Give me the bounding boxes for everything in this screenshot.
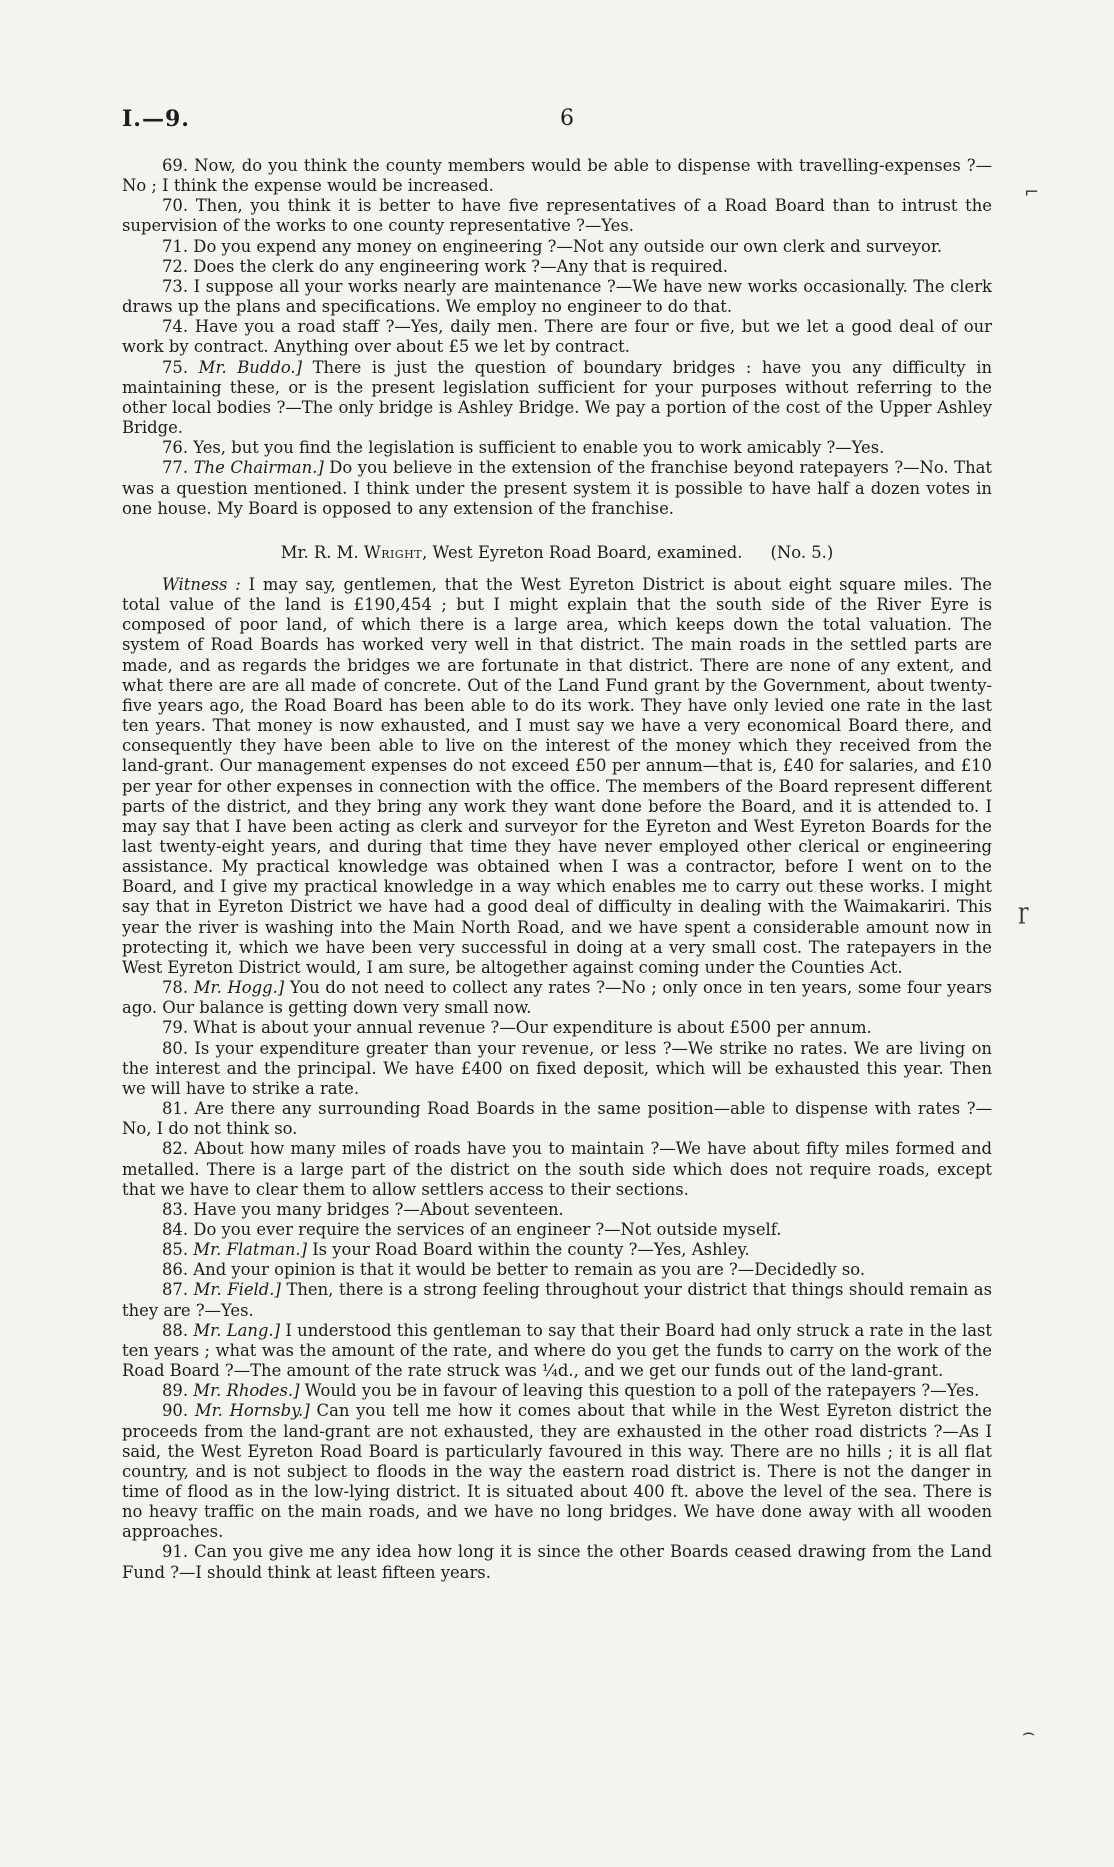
document-reference: I.—9. bbox=[122, 106, 190, 132]
speaker-label: Mr. Buddo.] bbox=[198, 357, 303, 377]
question-number: 83. bbox=[162, 1199, 189, 1219]
question-number: 80. bbox=[162, 1038, 189, 1058]
speaker-label: Mr. Rhodes.] bbox=[193, 1381, 300, 1401]
question-number: 81. bbox=[162, 1099, 189, 1119]
question-paragraph bbox=[122, 1099, 992, 1139]
question-text: Have you many bridges ?—About seventeen. bbox=[193, 1199, 564, 1219]
question-paragraph bbox=[122, 1220, 992, 1240]
question-paragraph bbox=[122, 1321, 992, 1381]
question-number: 76. bbox=[162, 438, 189, 458]
question-paragraph bbox=[122, 1018, 992, 1038]
witness-label: Witness : bbox=[162, 574, 241, 594]
question-paragraph bbox=[122, 317, 992, 357]
question-number: 77. bbox=[162, 458, 189, 478]
question-number: 70. bbox=[162, 196, 189, 216]
section-heading bbox=[122, 543, 992, 563]
question-paragraph bbox=[122, 1039, 992, 1099]
speaker-label: Mr. Hornsby.] bbox=[194, 1401, 310, 1421]
question-text: Yes, but you find the legislation is sufficient to enable you to work amicably ?—Yes. bbox=[193, 438, 885, 458]
question-text: Do you expend any money on engineering ?—Not any outside our own clerk and surveyor. bbox=[193, 236, 943, 256]
question-text: Then, there is a strong feeling throughout your district that things should remain as they are ?—Yes. bbox=[122, 1280, 992, 1320]
question-number: 71. bbox=[162, 236, 189, 256]
speaker-label: Mr. Field.] bbox=[193, 1280, 281, 1300]
question-paragraph bbox=[122, 458, 992, 518]
question-number: 72. bbox=[162, 256, 189, 276]
margin-mark: ⌢ bbox=[1022, 1720, 1036, 1744]
question-paragraph bbox=[122, 196, 992, 236]
question-paragraph bbox=[122, 277, 992, 317]
question-text: Do you ever require the services of an engineer ?—Not outside myself. bbox=[193, 1219, 782, 1239]
question-number: 88. bbox=[162, 1320, 189, 1340]
question-text: Is your expenditure greater than your revenue, or less ?—We strike no rates. We are living on the interest and the principal. We have £400 on fixed deposit, which will be exhausted this year. Then we will have to strike a rate. bbox=[122, 1038, 992, 1098]
question-number: 82. bbox=[162, 1139, 189, 1159]
question-text: I understood this gentleman to say that their Board had only struck a rate in the last ten years ; what was the amount of the rate, and where do you get the funds to carry on the work of the Road Board ?—The amount of the rate struck was ¼d., and we get our funds out of the land-grant. bbox=[122, 1320, 992, 1381]
witness-name: Wright bbox=[363, 542, 423, 562]
question-paragraph bbox=[122, 978, 992, 1018]
question-paragraph bbox=[122, 438, 992, 458]
speaker-label: The Chairman.] bbox=[193, 458, 324, 478]
question-text: Can you tell me how it comes about that while in the West Eyreton district the proceeds from the land-grant are not exhausted, they are exhausted in the other road districts ?—As I said, the West Eyreton Road Board is particularly favoured in this way. There are no hills ; it is all flat country, and is not subject to floods in the way the eastern road district is. There is not the danger in time of flood as in the low-lying district. It is situated about 400 ft. above the level of the sea. There is no heavy traffic on the main roads, and we have no long bridges. We have done away with all wooden approaches. bbox=[122, 1401, 992, 1542]
question-text: Then, you think it is better to have five representatives of a Road Board than to intrust the supervision of the works to one county representative ?—Yes. bbox=[122, 196, 992, 236]
question-text: You do not need to collect any rates ?—No ; only once in ten years, some four years ago. Our balance is getting down very small now. bbox=[122, 978, 992, 1018]
questions-after-section bbox=[122, 978, 992, 1583]
question-number: 91. bbox=[162, 1542, 189, 1562]
question-text: Do you believe in the extension of the franchise beyond ratepayers ?—No. That was a question mentioned. I think under the present system it is possible to have half a dozen votes in one house. My Board is opposed to any extension of the franchise. bbox=[122, 458, 993, 518]
witness-affiliation: , West Eyreton Road Board, examined. bbox=[422, 542, 743, 562]
question-paragraph bbox=[122, 1240, 992, 1260]
question-paragraph bbox=[122, 1139, 992, 1199]
question-number: 79. bbox=[162, 1018, 189, 1038]
question-number: 78. bbox=[162, 978, 189, 998]
speaker-label: Mr. Lang.] bbox=[193, 1320, 281, 1340]
question-paragraph bbox=[122, 257, 992, 277]
speaker-label: Mr. Hogg.] bbox=[193, 978, 285, 998]
question-number: 75. bbox=[162, 357, 189, 377]
question-paragraph bbox=[122, 237, 992, 257]
witness-statement bbox=[122, 575, 992, 978]
question-paragraph bbox=[122, 1260, 992, 1280]
question-paragraph bbox=[122, 1401, 992, 1542]
question-text: There is just the question of boundary bridges : have you any difficulty in maintaining these, or is the present legislation sufficient for your purposes without referring to the other local bodies ?—The only bridge is Ashley Bridge. We pay a portion of the cost of the Upper Ashley Bridge. bbox=[122, 357, 993, 438]
page-body bbox=[122, 156, 992, 1583]
question-text: I suppose all your works nearly are maintenance ?—We have new works occasionally. The clerk draws up the plans and specifications. We employ no engineer to do that. bbox=[122, 276, 992, 317]
witness-prefix: Mr. R. M. bbox=[280, 542, 359, 562]
speaker-label: Mr. Flatman.] bbox=[193, 1240, 307, 1260]
page-number: 6 bbox=[560, 106, 574, 131]
question-text: Can you give me any idea how long it is since the other Boards ceased drawing from the Land Fund ?—I should think at least fifteen years. bbox=[122, 1542, 992, 1582]
question-text: Does the clerk do any engineering work ?—Any that is required. bbox=[193, 256, 728, 276]
question-text: About how many miles of roads have you to maintain ?—We have about fifty miles formed and metalled. There is a large part of the district on the south side which does not require roads, except that we have to clear them to allow settlers access to their sections. bbox=[122, 1139, 992, 1199]
page-header bbox=[122, 106, 992, 136]
question-text: Is your Road Board within the county ?—Yes, Ashley. bbox=[312, 1240, 750, 1260]
question-text: Now, do you think the county members would be able to dispense with travelling-expenses ?—No ; I think the expense would be increased. bbox=[122, 156, 992, 196]
margin-mark: ɼ bbox=[1018, 900, 1029, 925]
question-text: And your opinion is that it would be better to remain as you are ?—Decidedly so. bbox=[193, 1260, 866, 1280]
question-number: 86. bbox=[162, 1260, 189, 1280]
question-text: What is about your annual revenue ?—Our expenditure is about £500 per annum. bbox=[193, 1018, 872, 1038]
question-number: 73. bbox=[162, 276, 189, 296]
question-text: Would you be in favour of leaving this question to a poll of the ratepayers ?—Yes. bbox=[304, 1381, 980, 1401]
question-number: 74. bbox=[162, 317, 189, 337]
questions-before-section bbox=[122, 156, 992, 519]
question-paragraph bbox=[122, 1542, 992, 1582]
question-paragraph bbox=[122, 156, 992, 196]
question-number: 89. bbox=[162, 1381, 189, 1401]
margin-mark: ⌐ bbox=[1024, 182, 1040, 203]
witness-text: I may say, gentlemen, that the West Eyreton District is about eight square miles. The total value of the land is £190,454 ; but I might explain that the south side of the River Eyre is composed of poor land, of which there is a large area, which keeps down the total valuation. The system of Road Boards has worked very well in that district. The main roads in the settled parts are made, and as regards the bridges we are fortunate in that district. There are none of any extent, and what there are are all made of concrete. Out of the Land Fund grant by the Government, about twenty-five years ago, the Road Board has been able to do its work. They have only levied one rate in the last ten years. That money is now exhausted, and I must say we have a very economical Board there, and consequently they have been able to live on the interest of the money which they received from the land-grant. Our management expenses do not exceed £50 per annum—that is, £40 for salaries, and £10 per year for other expenses in connection with the office. The members of the Board represent different parts of the district, and they bring any work they want done before the Board, and it is attended to. I may say that I have been acting as clerk and surveyor for the Eyreton and West Eyreton Boards for the last twenty-eight years, and during that time they have never employed other clerical or engineering assistance. My practical knowledge was obtained when I was a contractor, before I went on to the Board, and I give my practical knowledge in a way which enables me to carry out these works. I might say that in Eyreton District we have had a good deal of difficulty in dealing with the Waimakariri. This year the river is washing into the Main North Road, and we have spent a considerable amount now in protecting it, which we have been very successful in doing at a very small cost. The ratepayers in the West Eyreton District would, I am sure, be altogether against coming under the Counties Act. bbox=[122, 574, 993, 977]
question-number: 69. bbox=[162, 156, 189, 175]
question-paragraph bbox=[122, 1280, 992, 1320]
question-paragraph bbox=[122, 1381, 992, 1401]
question-text: Have you a road staff ?—Yes, daily men. There are four or five, but we let a good deal of our work by contract. Anything over about £5 we let by contract. bbox=[122, 317, 992, 357]
question-paragraph bbox=[122, 358, 992, 439]
question-number: 85. bbox=[162, 1240, 189, 1260]
examination-number: (No. 5.) bbox=[770, 542, 834, 562]
question-paragraph bbox=[122, 1200, 992, 1220]
question-number: 90. bbox=[162, 1401, 189, 1421]
question-number: 87. bbox=[162, 1280, 189, 1300]
question-number: 84. bbox=[162, 1219, 189, 1239]
question-text: Are there any surrounding Road Boards in the same position—able to dispense with rates ?—No, I do not think so. bbox=[122, 1099, 992, 1139]
